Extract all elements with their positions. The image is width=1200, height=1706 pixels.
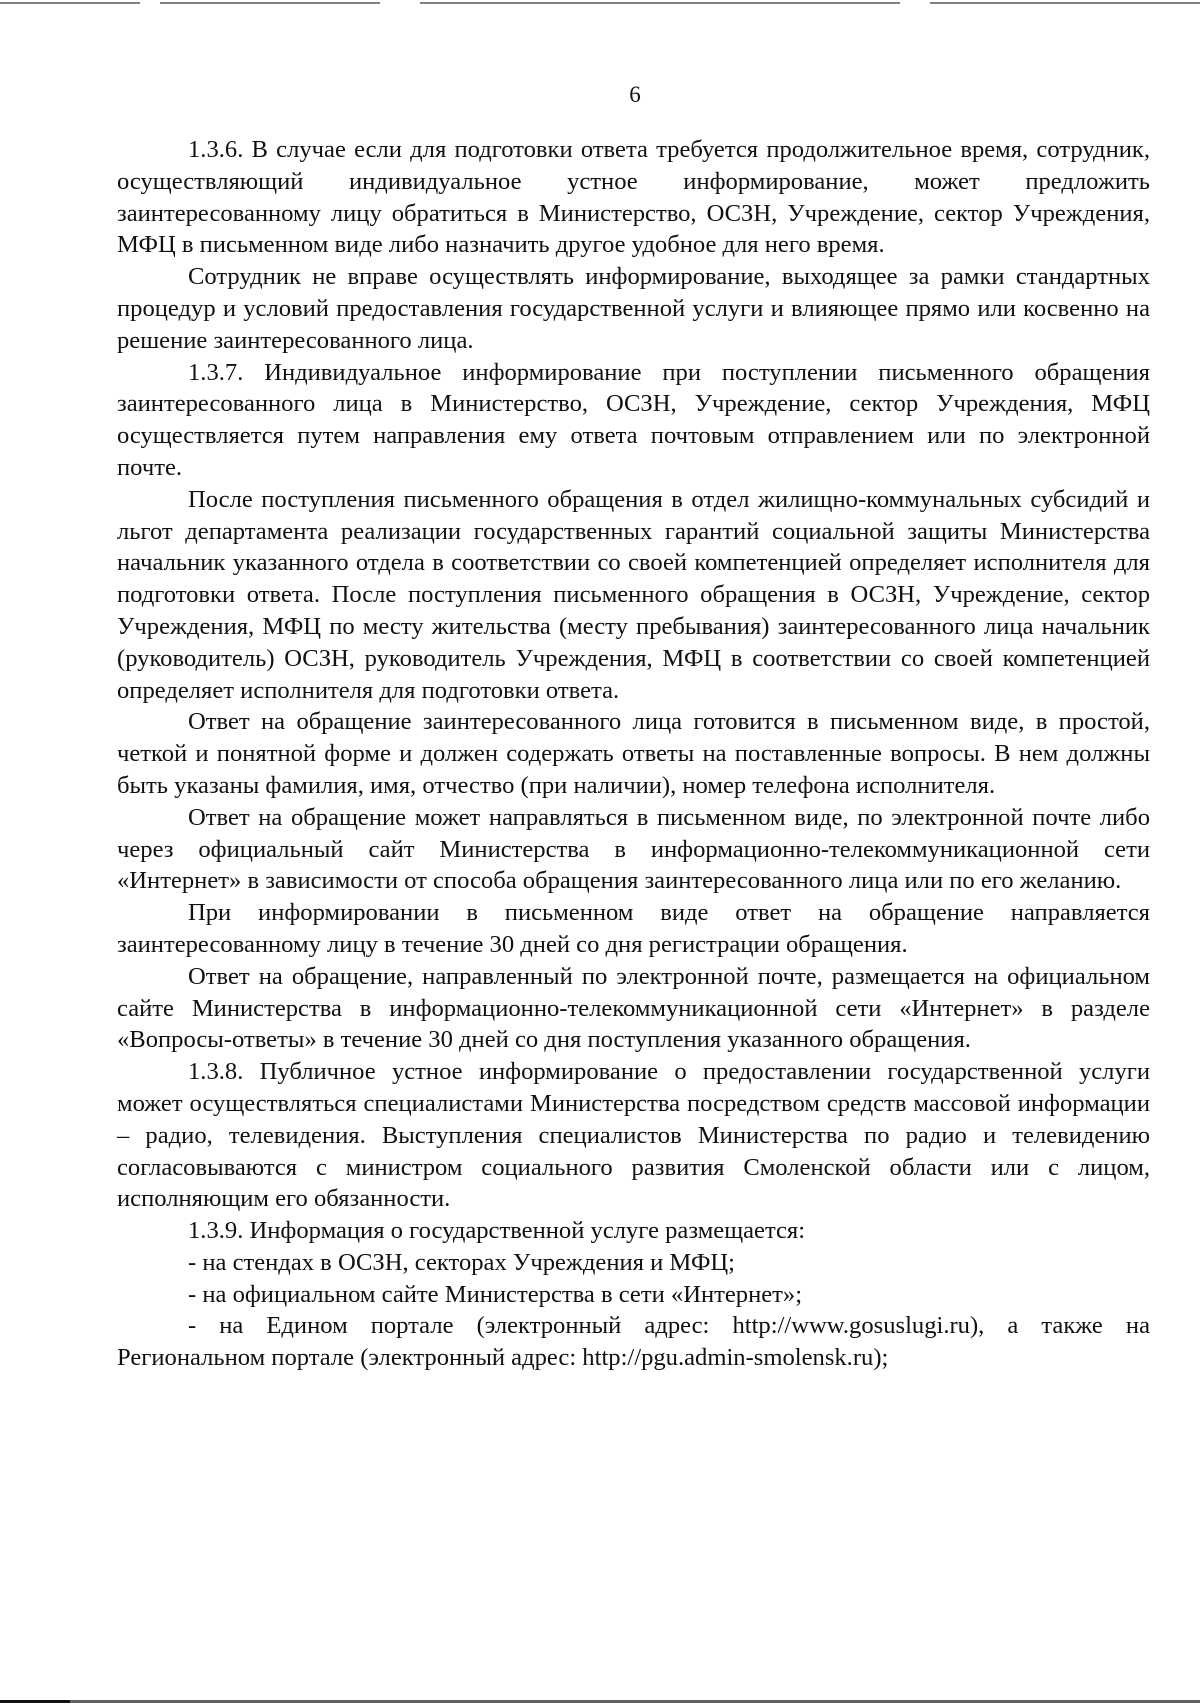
paragraph-1-3-7: 1.3.7. Индивидуальное информирование при поступлении письменного обращения заинтересованного лица в Министерство, ОСЗН, Учреждение, сектор Учреждения, МФЦ осуществляется путем направления ему ответа почтовым отправлением или по электронной почте. [117,358,1150,481]
page-number: 6 [629,82,641,107]
scan-edge-top [0,2,1200,4]
paragraph-after-receipt: После поступления письменного обращения в отдел жилищно-коммунальных субсидий и льгот департамента реализации государственных гарантий социальной защиты Министерства начальник указанного отдела в соответствии со своей компетенцией определяет исполнителя для подготовки ответа. После поступления письменного обращения в ОСЗН, Учреждение, сектор Учреждения, МФЦ по месту жительства (месту пребывания) заинтересованного лица начальник (руководитель) ОСЗН, руководитель Учреждения, МФЦ в соответствии со своей компетенцией определяет исполнителя для подготовки ответа. [117,485,1150,704]
scan-edge-bottom [0,1700,1200,1703]
scan-edge-bottom-left [0,1700,70,1703]
paragraph-1-3-9: 1.3.9. Информация о государственной услуге размещается: [188,1217,806,1245]
list-item-portals: - на Едином портале (электронный адрес: http://www.gosuslugi.ru), а также на Региональном портале (электронный адрес: http://pgu.admin-smolensk.ru); [117,1312,1150,1372]
paragraph-answer-form: Ответ на обращение заинтересованного лица готовится в письменном виде, в простой, четкой и понятной форме и должен содержать ответы на поставленные вопросы. В нем должны быть указаны фамилия, имя, отчество (при наличии), номер телефона исполнителя. [117,708,1150,799]
paragraph-employee-limits: Сотрудник не вправе осуществлять информирование, выходящее за рамки стандартных процедур и условий предоставления государственной услуги и влияющее прямо или косвенно на решение заинтересованного лица. [117,263,1150,354]
paragraph-email-answer: Ответ на обращение, направленный по электронной почте, размещается на официальном сайте Министерства в информационно-телекоммуникационной сети «Интернет» в разделе «Вопросы-ответы» в течение 30 дней со дня поступления указанного обращения. [117,962,1150,1054]
paragraph-1-3-8: 1.3.8. Публичное устное информирование о предоставлении государственной услуги может осуществляться специалистами Министерства посредством средств массовой информации – радио, телевидения. Выступления специалистов Министерства по радио и телевидению согласовываются с министром социального развития Смоленской области или с лицом, исполняющим его обязанности. [117,1058,1150,1213]
paragraph-answer-channels: Ответ на обращение может направляться в письменном виде, по электронной почте либо через официальный сайт Министерства в информационно-телекоммуникационной сети «Интернет» в зависимости от способа обращения заинтересованного лица или по его желанию. [117,803,1150,895]
document-body [117,134,1150,1374]
list-item-official-site: - на официальном сайте Министерства в сети «Интернет»; [188,1280,803,1308]
paragraph-written-deadline: При информировании в письменном виде ответ на обращение направляется заинтересованному лицу в течение 30 дней со дня регистрации обращения. [117,899,1150,958]
list-item-stands: - на стендах в ОСЗН, секторах Учреждения и МФЦ; [188,1248,735,1276]
paragraph-1-3-6: 1.3.6. В случае если для подготовки ответа требуется продолжительное время, сотрудник, осуществляющий индивидуальное устное информирование, может предложить заинтересованному лицу обратиться в Министерство, ОСЗН, Учреждение, сектор Учреждения, МФЦ в письменном виде либо назначить другое удобное для него время. [117,136,1150,259]
